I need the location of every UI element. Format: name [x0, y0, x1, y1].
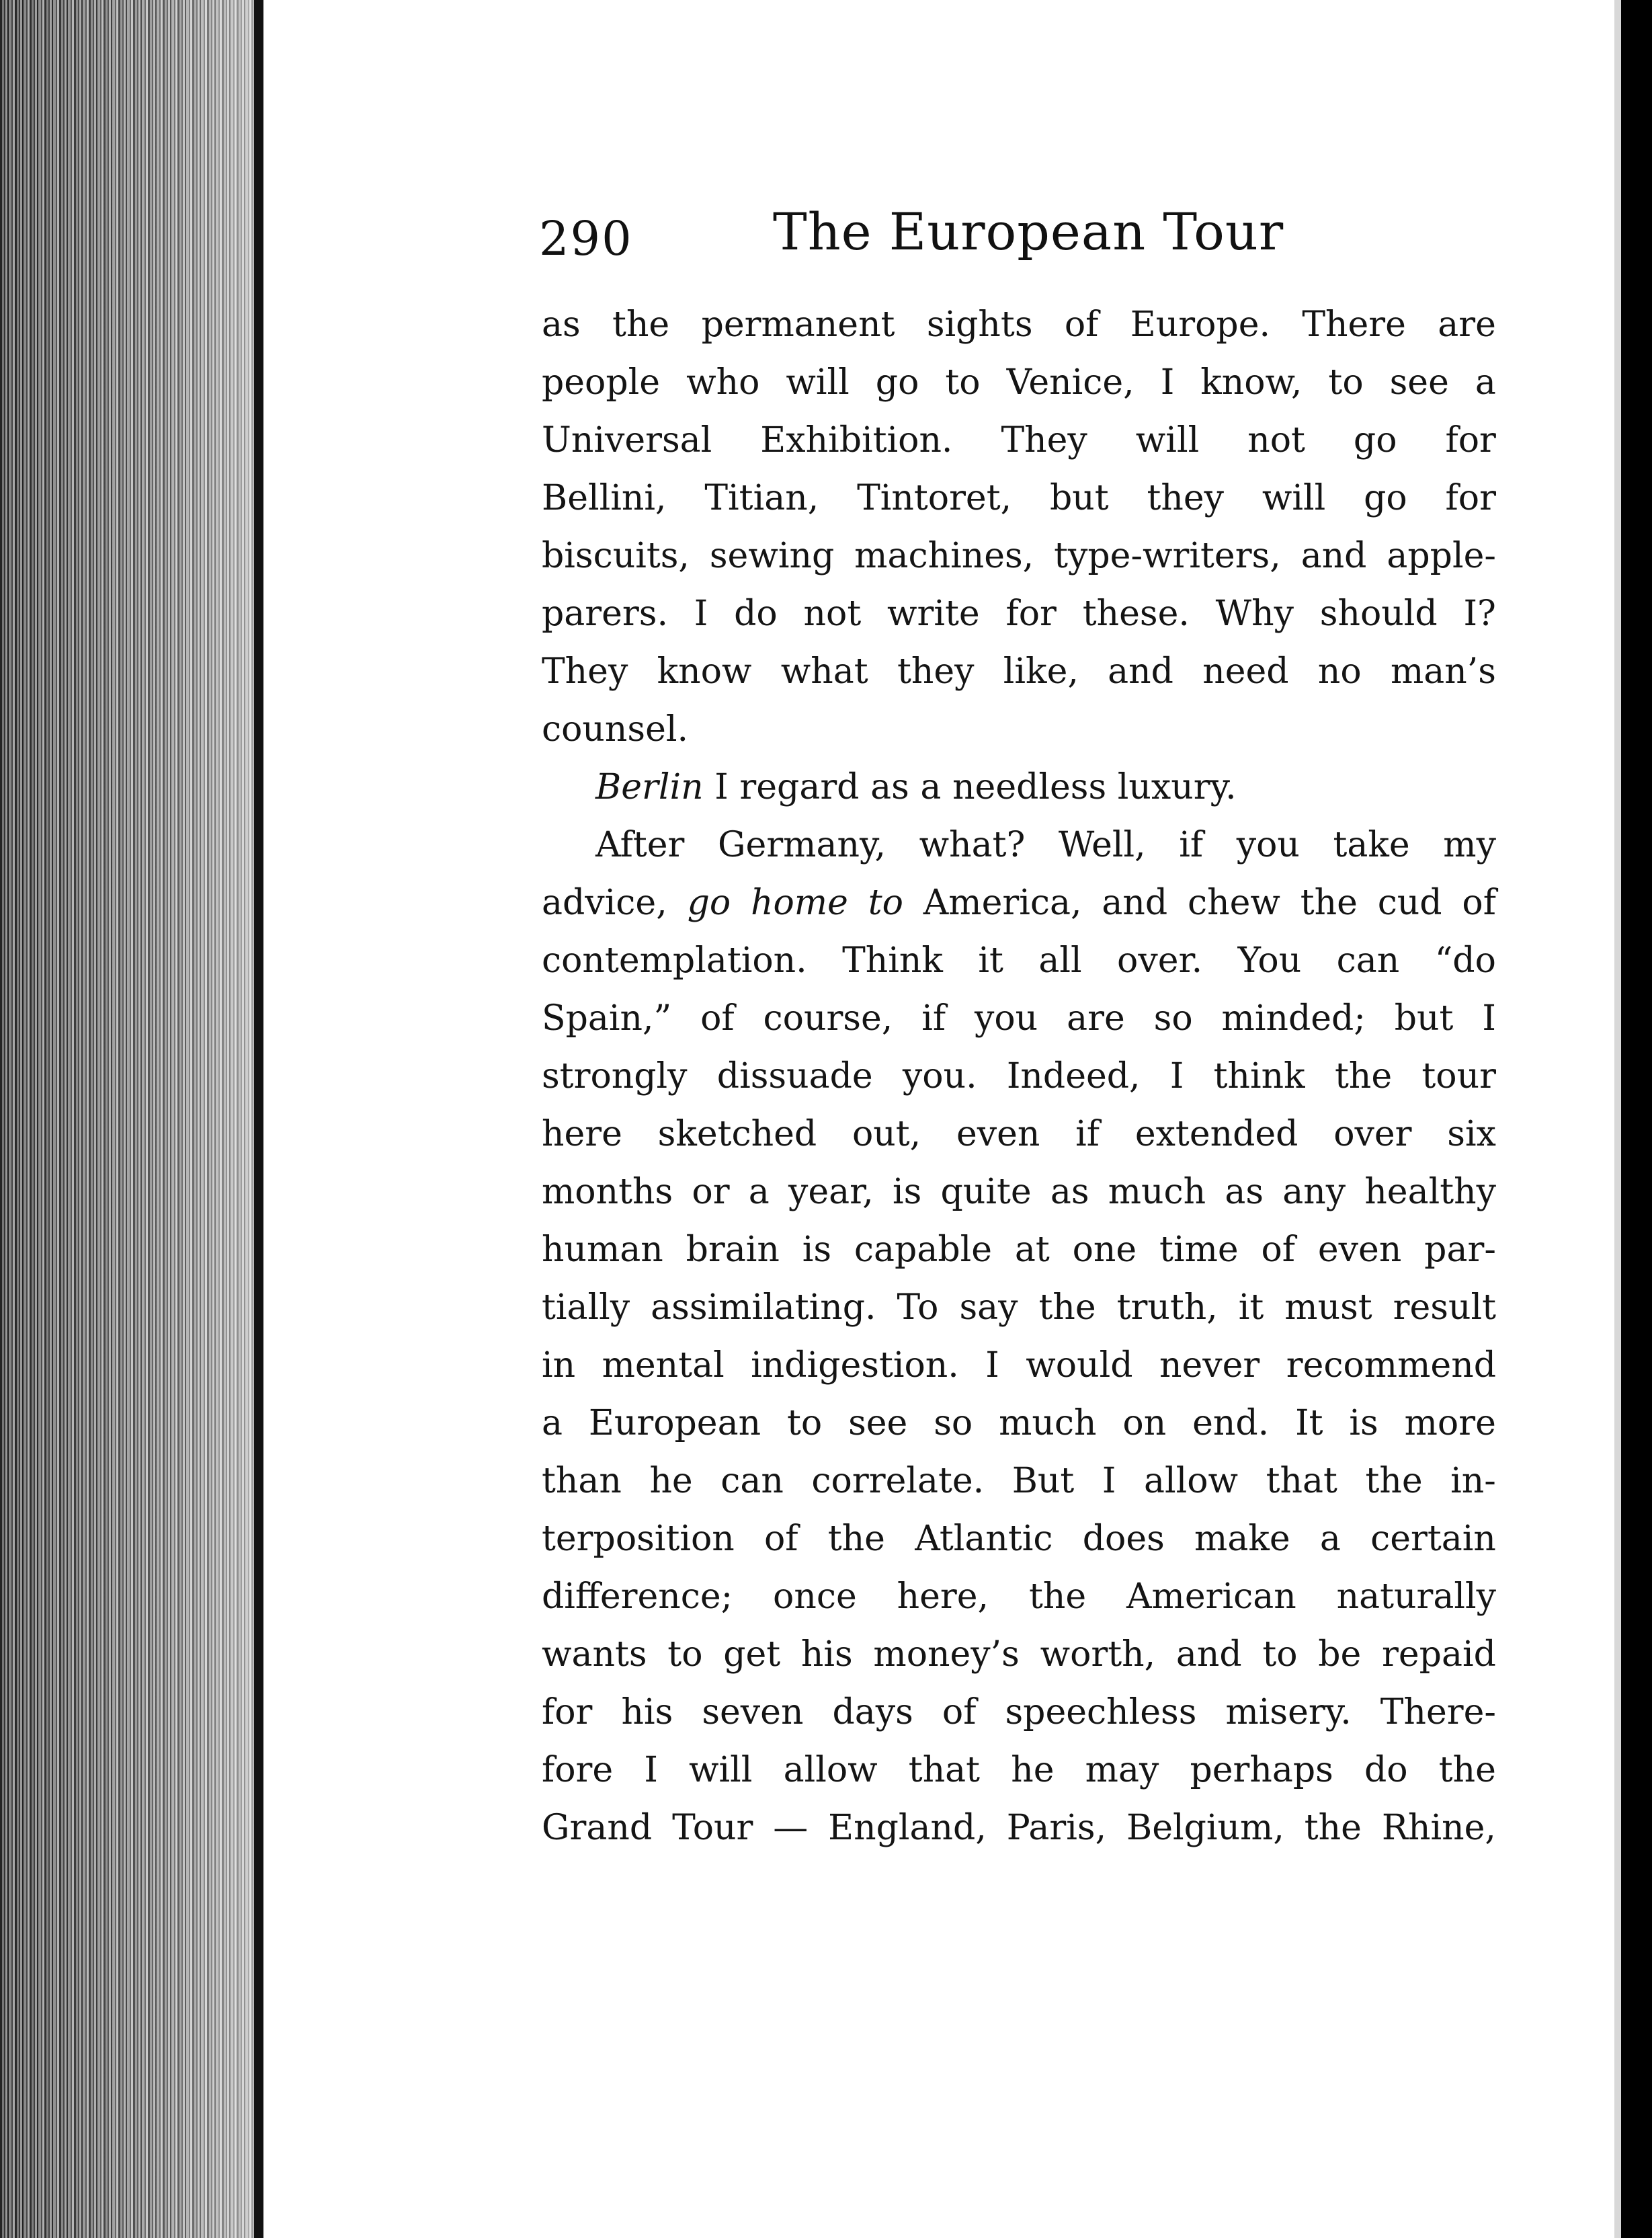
text-line — [542, 1626, 1496, 1683]
text-word: Spain,” — [542, 998, 672, 1039]
text-word: can — [720, 1461, 784, 1501]
text-word: misery. — [1225, 1692, 1352, 1732]
text-word: that — [908, 1750, 981, 1790]
text-word: allow — [1143, 1461, 1239, 1501]
text-word: know — [657, 651, 752, 692]
text-word: even — [1317, 1230, 1402, 1270]
text-word: Germany, — [718, 825, 886, 865]
text-word: and — [1108, 651, 1173, 692]
text-word: is — [802, 1230, 832, 1270]
text-word: as — [870, 767, 909, 807]
text-word: they — [1147, 478, 1225, 518]
text-line — [542, 1221, 1496, 1279]
text-word: Exhibition. — [760, 420, 953, 461]
text-line — [542, 411, 1496, 469]
text-word: I — [1169, 1056, 1184, 1096]
text-word: tour — [1421, 1056, 1496, 1096]
text-word: and — [1175, 1634, 1242, 1675]
text-word: as — [1225, 1172, 1264, 1212]
text-word: his — [621, 1692, 673, 1732]
text-word: in- — [1450, 1461, 1496, 1501]
text-word: Why — [1215, 594, 1294, 634]
text-word: strongly — [542, 1056, 688, 1096]
text-word: I? — [1463, 594, 1496, 634]
text-word: on — [1122, 1403, 1167, 1443]
text-word: need — [1202, 651, 1289, 692]
text-word: chew — [1187, 883, 1280, 923]
text-word: healthy — [1364, 1172, 1496, 1212]
text-word: do — [734, 594, 778, 634]
text-word: can — [1336, 941, 1400, 981]
text-word: would — [1026, 1345, 1133, 1386]
text-word: Indeed, — [1006, 1056, 1141, 1096]
text-word: is — [1349, 1403, 1378, 1443]
running-title: The European Tour — [773, 202, 1284, 262]
text-word: he — [649, 1461, 693, 1501]
text-word: end. — [1192, 1403, 1270, 1443]
page-right-margin-shadow — [1614, 0, 1621, 2238]
text-word: allow — [783, 1750, 878, 1790]
text-word: you — [1236, 825, 1300, 865]
text-word: the — [1334, 1056, 1393, 1096]
text-word: biscuits, — [542, 536, 690, 576]
text-word: say — [959, 1287, 1018, 1328]
text-line — [542, 1394, 1496, 1452]
text-word: They — [542, 651, 628, 692]
text-line — [542, 296, 1496, 354]
text-word: Titian, — [704, 478, 819, 518]
text-line — [542, 1799, 1496, 1857]
text-word: to — [667, 1634, 703, 1675]
text-word: correlate. — [811, 1461, 985, 1501]
text-word: sewing — [709, 536, 835, 576]
text-word: think — [1213, 1056, 1305, 1096]
text-word: you — [975, 998, 1038, 1039]
text-word: I — [644, 1750, 658, 1790]
text-word: a — [748, 1172, 770, 1212]
text-word: quite — [940, 1172, 1032, 1212]
text-word: that — [1266, 1461, 1337, 1501]
text-word: more — [1404, 1403, 1496, 1443]
text-word: for — [1445, 478, 1496, 518]
text-word: course, — [763, 998, 893, 1039]
text-word: apple- — [1387, 536, 1496, 576]
text-word: who — [686, 362, 760, 403]
body-text — [542, 296, 1496, 1857]
text-word: European — [588, 1403, 761, 1443]
text-word: difference; — [542, 1576, 733, 1617]
text-word: to — [868, 883, 903, 923]
text-word: are — [1438, 305, 1496, 345]
text-word: Grand — [542, 1808, 653, 1848]
text-word: they — [897, 651, 975, 692]
text-word: a — [1319, 1519, 1341, 1559]
text-word: it — [1238, 1287, 1264, 1328]
text-word: will — [1135, 420, 1200, 461]
text-word: America, — [923, 883, 1082, 923]
text-word: To — [897, 1287, 939, 1328]
text-word: will — [1262, 478, 1326, 518]
text-word: luxury. — [1117, 767, 1237, 807]
text-word: must — [1284, 1287, 1372, 1328]
page-header — [539, 202, 1284, 282]
text-word: so — [1153, 998, 1193, 1039]
text-word: Bellini, — [542, 478, 667, 518]
text-word: contemplation. — [542, 941, 807, 981]
text-word: may — [1085, 1750, 1159, 1790]
text-word: They — [1001, 420, 1087, 461]
text-word: know, — [1200, 362, 1303, 403]
text-word: go — [1353, 420, 1397, 461]
text-line — [542, 354, 1496, 411]
text-line — [542, 932, 1496, 990]
text-word: I — [714, 767, 729, 807]
text-word: much — [999, 1403, 1097, 1443]
text-word: as — [1050, 1172, 1089, 1212]
text-word: terposition — [542, 1519, 735, 1559]
text-word: do — [1364, 1750, 1408, 1790]
text-word: months — [542, 1172, 673, 1212]
text-word: of — [1261, 1230, 1296, 1270]
text-word: write — [887, 594, 980, 634]
text-word: for — [1445, 420, 1496, 461]
text-word: But — [1011, 1461, 1075, 1501]
text-word: sights — [926, 305, 1033, 345]
text-word: out, — [852, 1114, 921, 1154]
text-word: so — [934, 1403, 973, 1443]
text-line — [542, 1336, 1496, 1394]
text-word: counsel. — [542, 709, 689, 750]
text-word: needless — [952, 767, 1107, 807]
text-word: or — [692, 1172, 730, 1212]
text-word: is — [893, 1172, 922, 1212]
text-word: Europe. — [1130, 305, 1270, 345]
text-word: I — [1160, 362, 1175, 403]
text-line — [542, 1510, 1496, 1568]
text-word: I — [1482, 998, 1496, 1039]
text-word: Berlin — [595, 767, 704, 807]
text-word: six — [1447, 1114, 1496, 1154]
text-word: if — [921, 998, 946, 1039]
text-word: as — [542, 305, 581, 345]
text-line — [542, 1163, 1496, 1221]
text-word: extended — [1134, 1114, 1298, 1154]
text-word: There- — [1380, 1692, 1496, 1732]
text-word: of — [1064, 305, 1099, 345]
text-word: in — [542, 1345, 576, 1386]
text-word: of — [1462, 883, 1496, 923]
text-word: but — [1049, 478, 1109, 518]
text-word: not — [803, 594, 862, 634]
text-word: go — [875, 362, 919, 403]
text-word: American — [1126, 1576, 1296, 1617]
text-word: the — [1028, 1576, 1087, 1617]
text-line — [542, 701, 1496, 758]
text-word: should — [1319, 594, 1438, 634]
text-word: all — [1038, 941, 1082, 981]
text-word: recommend — [1286, 1345, 1496, 1386]
text-word: what? — [919, 825, 1026, 865]
text-word: of — [942, 1692, 977, 1732]
text-word: seven — [702, 1692, 804, 1732]
text-word: result — [1393, 1287, 1496, 1328]
text-word: any — [1282, 1172, 1346, 1212]
text-word: make — [1194, 1519, 1290, 1559]
text-word: even — [956, 1114, 1040, 1154]
text-word: people — [542, 362, 661, 403]
text-word: to — [1262, 1634, 1298, 1675]
text-word: over. — [1117, 941, 1203, 981]
text-word: You — [1237, 941, 1302, 981]
text-word: home — [750, 883, 848, 923]
text-word: his — [800, 1634, 853, 1675]
text-word: assimilating. — [651, 1287, 876, 1328]
text-line — [542, 1452, 1496, 1510]
text-word: the — [827, 1519, 885, 1559]
text-word: no — [1317, 651, 1362, 692]
text-word: see — [1389, 362, 1449, 403]
text-word: days — [832, 1692, 913, 1732]
text-word: capable — [854, 1230, 993, 1270]
page-number: 290 — [539, 211, 633, 266]
text-line — [542, 1683, 1496, 1741]
text-word: the — [1304, 1808, 1362, 1848]
text-word: speechless — [1005, 1692, 1197, 1732]
text-word: certain — [1370, 1519, 1496, 1559]
text-word: I — [1102, 1461, 1116, 1501]
text-word: Belgium, — [1126, 1808, 1284, 1848]
text-word: to — [1328, 362, 1364, 403]
text-word: time — [1159, 1230, 1239, 1270]
text-word: you. — [902, 1056, 977, 1096]
text-word: but — [1394, 998, 1454, 1039]
text-word: take — [1333, 825, 1410, 865]
text-word: year, — [788, 1172, 874, 1212]
text-word: man’s — [1390, 651, 1496, 692]
text-word: not — [1247, 420, 1305, 461]
text-word: Rhine, — [1381, 1808, 1496, 1848]
text-word: Venice, — [1006, 362, 1134, 403]
text-word: at — [1014, 1230, 1050, 1270]
text-line — [542, 469, 1496, 527]
text-word: repaid — [1382, 1634, 1496, 1675]
text-word: regard — [739, 767, 860, 807]
text-word: dissuade — [716, 1056, 873, 1096]
text-word: my — [1443, 825, 1496, 865]
text-word: like, — [1003, 651, 1079, 692]
text-line — [542, 990, 1496, 1047]
text-word: worth, — [1040, 1634, 1156, 1675]
text-word: it — [978, 941, 1003, 981]
text-word: — — [773, 1808, 809, 1848]
text-word: a — [542, 1403, 563, 1443]
text-line — [542, 1105, 1496, 1163]
text-line — [542, 1741, 1496, 1799]
text-word: if — [1179, 825, 1204, 865]
text-word: permanent — [701, 305, 895, 345]
text-word: machines, — [854, 536, 1034, 576]
text-word: There — [1302, 305, 1406, 345]
text-line — [542, 1047, 1496, 1105]
text-word: Paris, — [1006, 1808, 1107, 1848]
text-word: he — [1011, 1750, 1055, 1790]
text-word: money’s — [873, 1634, 1020, 1675]
text-word: truth, — [1116, 1287, 1218, 1328]
text-word: if — [1075, 1114, 1100, 1154]
text-line — [542, 585, 1496, 643]
text-word: sketched — [657, 1114, 817, 1154]
text-word: brain — [686, 1230, 780, 1270]
text-word: human — [542, 1230, 663, 1270]
text-word: of — [700, 998, 735, 1039]
text-word: to — [786, 1403, 823, 1443]
text-word: perhaps — [1190, 1750, 1333, 1790]
text-line — [542, 643, 1496, 701]
text-word: see — [848, 1403, 908, 1443]
text-line — [542, 1279, 1496, 1336]
text-word: and — [1300, 536, 1367, 576]
text-word: type-writers, — [1054, 536, 1281, 576]
book-page-edges — [0, 0, 255, 2238]
text-word: Well, — [1058, 825, 1146, 865]
text-word: Think — [842, 941, 943, 981]
text-word: be — [1318, 1634, 1362, 1675]
text-word: will — [786, 362, 850, 403]
text-word: here — [542, 1114, 622, 1154]
text-word: of — [764, 1519, 798, 1559]
text-word: cud — [1377, 883, 1442, 923]
text-word: Tintoret, — [857, 478, 1012, 518]
text-word: much — [1108, 1172, 1206, 1212]
text-word: par- — [1424, 1230, 1496, 1270]
text-word: England, — [828, 1808, 987, 1848]
text-word: wants — [542, 1634, 647, 1675]
text-word: the — [612, 305, 670, 345]
page-right-border — [1621, 0, 1652, 2238]
text-word: never — [1159, 1345, 1260, 1386]
text-word: get — [723, 1634, 781, 1675]
text-word: a — [1475, 362, 1496, 403]
text-word: Tour — [672, 1808, 753, 1848]
text-word: for — [542, 1692, 593, 1732]
binding-fold — [254, 0, 263, 2238]
text-word: indigestion. — [751, 1345, 959, 1386]
text-line — [542, 1568, 1496, 1626]
text-word: once — [773, 1576, 857, 1617]
text-word: Atlantic — [915, 1519, 1053, 1559]
text-word: tially — [542, 1287, 630, 1328]
text-word: the — [1300, 883, 1358, 923]
text-word: will — [689, 1750, 753, 1790]
text-word: After — [595, 825, 685, 865]
text-word: than — [542, 1461, 622, 1501]
text-word: what — [780, 651, 868, 692]
text-word: It — [1295, 1403, 1323, 1443]
text-line — [542, 816, 1496, 874]
text-line — [542, 874, 1496, 932]
text-word: a — [920, 767, 942, 807]
text-word: I — [694, 594, 708, 634]
text-word: I — [985, 1345, 999, 1386]
text-word: the — [1365, 1461, 1423, 1501]
text-word: minded; — [1221, 998, 1366, 1039]
text-word: “do — [1434, 941, 1496, 981]
text-word: here, — [897, 1576, 989, 1617]
text-word: naturally — [1336, 1576, 1496, 1617]
text-word: one — [1072, 1230, 1137, 1270]
text-word: and — [1102, 883, 1168, 923]
text-word: advice, — [542, 883, 667, 923]
text-word: fore — [542, 1750, 614, 1790]
text-word: over — [1333, 1114, 1412, 1154]
text-word: go — [1364, 478, 1407, 518]
text-word: the — [1038, 1287, 1096, 1328]
text-word: the — [1438, 1750, 1496, 1790]
text-line — [542, 527, 1496, 585]
text-word: does — [1082, 1519, 1165, 1559]
text-word: for — [1005, 594, 1057, 634]
text-word: parers. — [542, 594, 668, 634]
text-line — [542, 758, 1496, 816]
text-word: mental — [602, 1345, 725, 1386]
text-word: go — [687, 883, 731, 923]
text-word: Universal — [542, 420, 712, 461]
text-word: to — [945, 362, 981, 403]
text-word: these. — [1082, 594, 1190, 634]
text-word: are — [1067, 998, 1125, 1039]
